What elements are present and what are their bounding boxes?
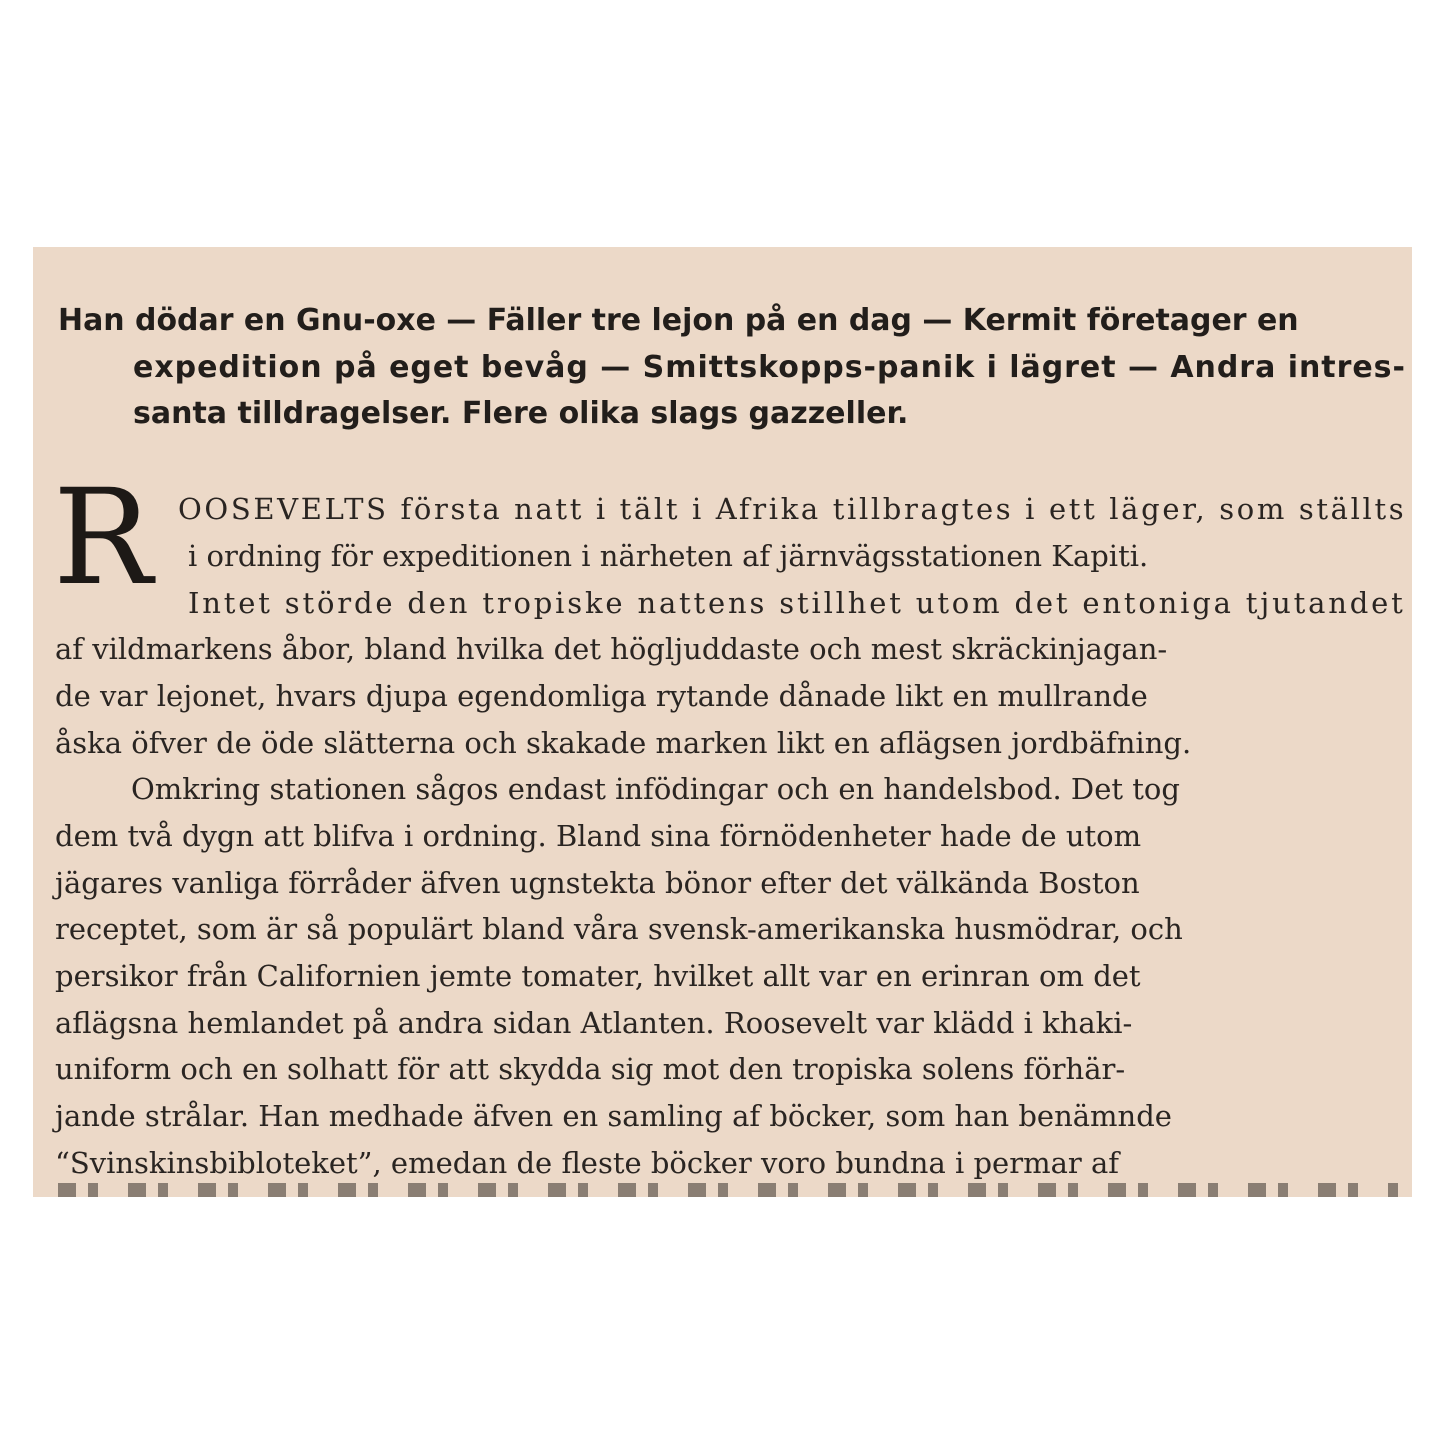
scanned-page: [33, 247, 1412, 1197]
summary-line-1: Han dödar en Gnu-oxe — Fäller tre lejon på en dag — Kermit företager en: [58, 303, 1299, 338]
article-line-4: af vildmarkens åbor, bland hvilka det högljuddaste och mest skräckinjagan-: [55, 632, 1168, 666]
article-line-5: de var lejonet, hvars djupa egendomliga rytande dånade likt en mullrande: [55, 679, 1148, 713]
article-line-9: jägares vanliga förråder äfven ugnstekta bönor efter det välkända Boston: [55, 866, 1140, 900]
article-line-10: receptet, som är så populärt bland våra svensk-amerikanska husmödrar, och: [55, 912, 1183, 946]
article-line-14: jande strålar. Han medhade äfven en samling af böcker, som han benämnde: [55, 1099, 1172, 1133]
cropped-line-fragment: [58, 1183, 1398, 1197]
article-line-12: aflägsna hemlandet på andra sidan Atlanten. Roosevelt var klädd i khaki-: [55, 1006, 1133, 1040]
article-line-11: persikor från Californien jemte tomater, hvilket allt var en erinran om det: [55, 959, 1141, 993]
article-line-7: Omkring stationen sågos endast infödingar och en handelsbod. Det tog: [131, 772, 1180, 806]
article-line-3: Intet störde den tropiske nattens stillhet utom det entoniga tjutandet: [188, 586, 1406, 620]
article-line-2: i ordning för expeditionen i närheten af järnvägsstationen Kapiti.: [188, 539, 1149, 573]
article-line-6: åska öfver de öde slätterna och skakade marken likt en aflägsen jordbäfning.: [55, 726, 1192, 760]
article-line-8: dem två dygn att blifva i ordning. Bland sina förnödenheter hade de utom: [55, 819, 1142, 853]
article-line-13: uniform och en solhatt för att skydda sig mot den tropiska solens förhär-: [55, 1052, 1126, 1086]
article-line-1: OOSEVELTS första natt i tält i Afrika tillbragtes i ett läger, som ställts: [178, 492, 1407, 526]
drop-cap: R: [53, 461, 153, 615]
summary-line-2: expedition på eget bevåg — Smittskopps-panik i lägret — Andra intres-: [133, 350, 1406, 385]
summary-line-3: santa tilldragelser. Flere olika slags gazzeller.: [133, 396, 909, 431]
article-line-15: “Svinskinsbibloteket”, emedan de fleste böcker voro bundna i permar af: [55, 1146, 1119, 1180]
